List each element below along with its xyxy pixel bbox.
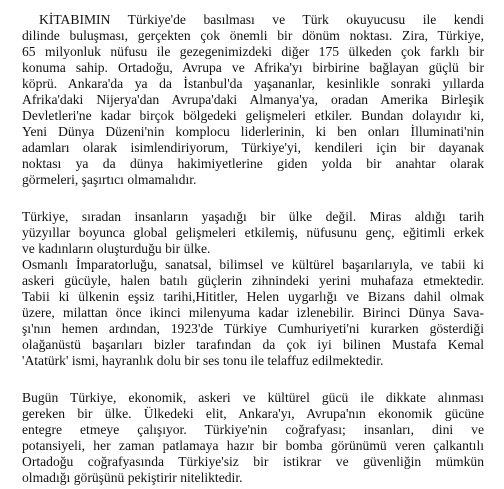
text-line: 'Atatürk' ismi, hayranlık dolu bir ses tonu ile telaffuz edilmektedir. [22,353,384,368]
text-line: noktası ya da dünya hakimiyetlerine giden yolda bir anahtar olarak [22,156,484,171]
text-line: KİTABIMIN Türkiye'de basılması ve Türk okuyucusu ile kendi [39,12,484,27]
text-line: ve kadınların oluşturduğu bir ülke. [22,241,211,256]
text-line: olağanüstü başarıları bizler tarafından da çok iyi bilinen Mustafa Kemal [22,337,484,352]
text-line: yüzyıllar boyunca global gelişmeleri etkilemiş, nüfusunu genç, eğitimli erkek [22,225,484,240]
text-line: entegre etmeye çalışıyor. Türkiye'nin coğrafyası; insanları, dini ve [22,422,484,437]
text-line: 65 milyonluk nüfusu ile gezegenimizdeki diğer 175 ülkeden çok farklı bir [22,44,484,59]
text-line: Ortadoğu coğrafyasında Türkiye'siz bir istikrar ve güvenliğin mümkün [22,454,484,469]
text-line: Devletleri'ne kadar birçok bölgedeki gelişmeleri etkiler. Bundan dolayıdır ki, [22,108,484,123]
text-line: Türkiye, sıradan insanların yaşadığı bir ülke değil. Miras aldığı tarih [22,209,484,224]
text-line: askeri gücüyle, halen batılı güçlerin zihnindeki yerini muhafaza etmektedir. [22,273,484,288]
text-line: olmadığı görüşünü pekiştirir niteliktedir. [22,470,243,485]
text-line: gereken bir ülke. Ülkedeki elit, Ankara'yı, Avrupa'nın ekonomik gücüne [22,406,484,421]
text-line: dilinde buluşması, gerçekten çok önemli bir dönüm noktası. Zira, Türkiye, [22,28,484,43]
text-line: Tabii ki ülkenin eşsiz tarihi,Hititler, Helen uygarlığı ve Bizans dahil olmak [22,289,484,304]
text-line: Bugün Türkiye, ekonomik, askeri ve kültürel gücü ile dikkate alınması [22,390,484,405]
text-line: üzere, milattan önce ikinci milenyuma kadar izlenebilir. Birinci Dünya Sava- [22,305,484,320]
text-line: adamları olarak isimlendiriyorum, Türkiye'yi, kendileri için bir dayanak [22,140,484,155]
text-line: görmeleri, şaşırtıcı olmamalıdır. [22,172,197,187]
text-line: Afrika'daki Nijerya'dan Avrupa'daki Almanya'ya, oradan Amerika Birleşik [22,92,484,107]
text-line: şı'nın hemen ardından, 1923'de Türkiye Cumhuriyeti'ni kurarken gösterdiği [22,321,484,336]
text-line: Yeni Dünya Düzeni'nin komplocu liderlerinin, ki ben onları İlluminati'nin [22,124,484,139]
text-line: Osmanlı İmparatorluğu, sanatsal, bilimsel ve kültürel başarılarıyla, ve tabii ki [22,257,484,272]
text-line: konuma sahip. Ortadoğu, Avrupa ve Afrika'yı birbirine bağlayan güçlü bir [22,60,484,75]
text-line: potansiyeli, her zaman patlamaya hazır bir bomba görünümü veren çalkantılı [22,438,484,453]
text-line: köprü. Ankara'da ya da İstanbul'da yaşananlar, kesinlikle sonraki yıllarda [22,76,484,91]
